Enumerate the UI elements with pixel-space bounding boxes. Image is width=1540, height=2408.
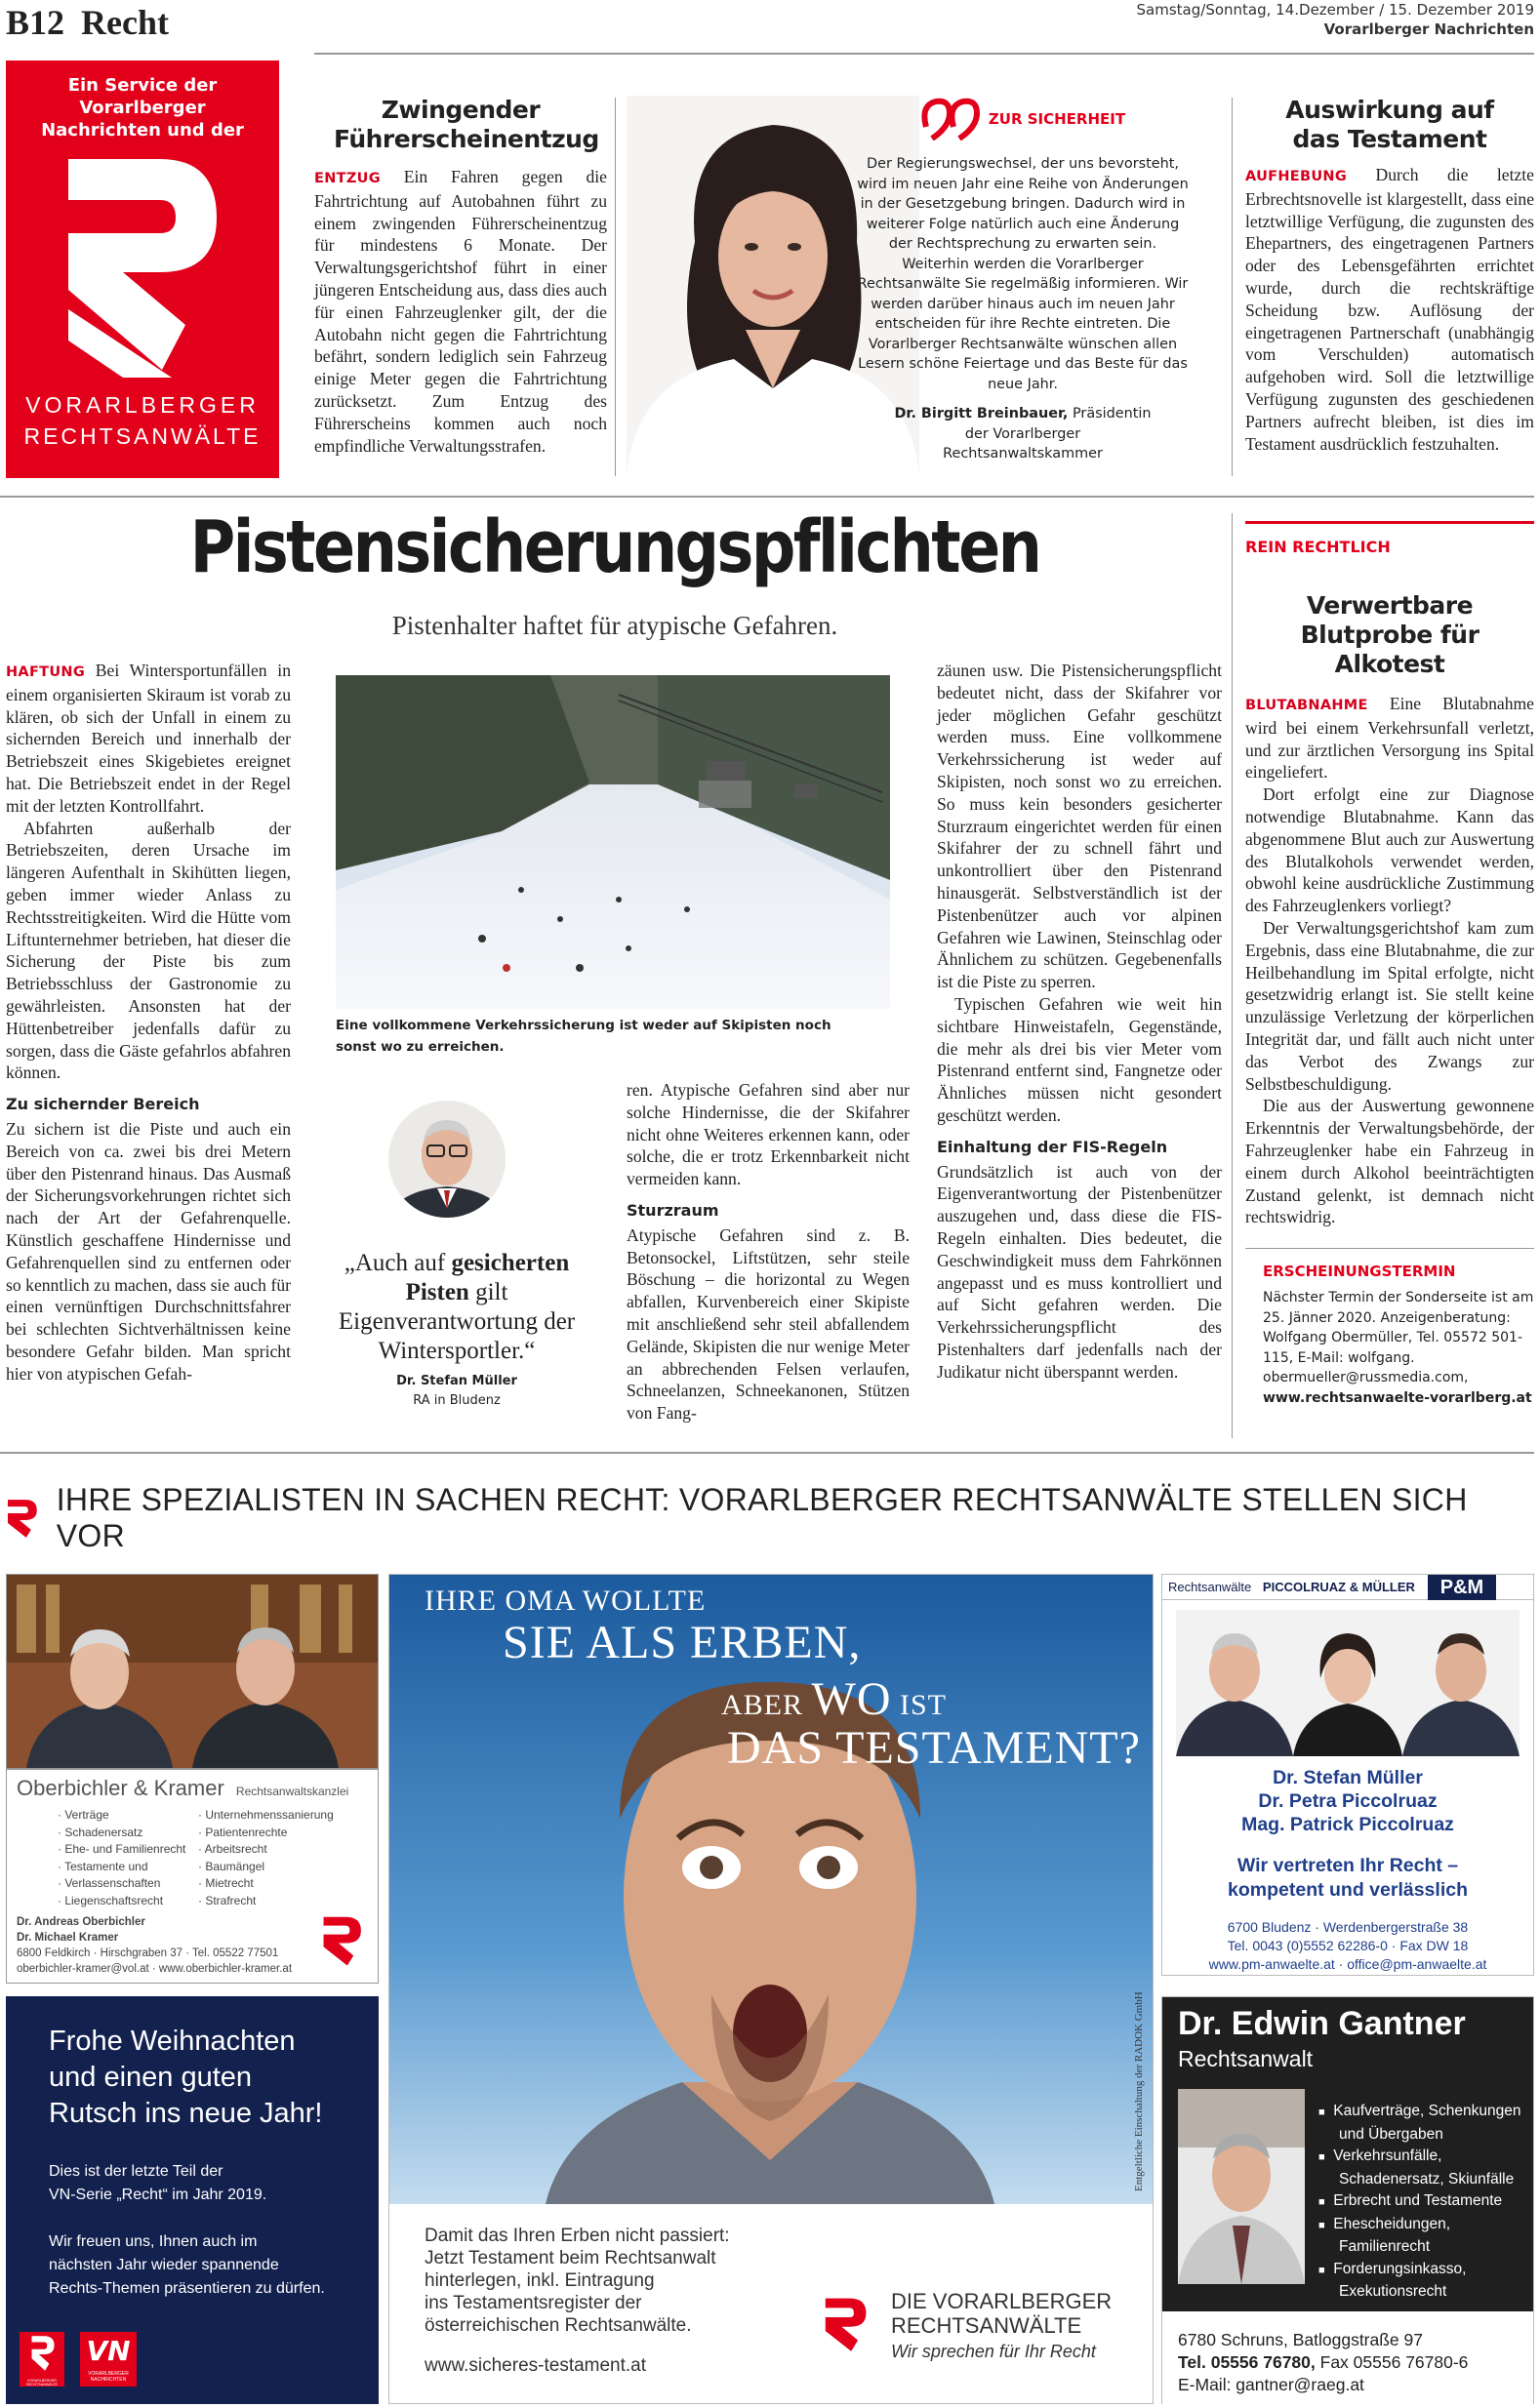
logo-line-1: VORARLBERGER bbox=[25, 392, 260, 418]
section-name: Recht bbox=[81, 3, 169, 42]
firm-contact: Dr. Andreas Oberbichler Dr. Michael Kramer 6800 Feldkirch · Hirschgraben 37 · Tel. 05522 77501 oberbichler-kramer@vol.at · www.oberbichler-kramer.at bbox=[17, 1916, 293, 1975]
lawyer-name: Dr. Edwin Gantner bbox=[1178, 2005, 1466, 2042]
xmas-text-1: Dies ist der letzte Teil der VN-Serie „Recht“ im Jahr 2019. bbox=[49, 2163, 267, 2203]
headline-line-3: ABER WO IST bbox=[721, 1673, 947, 1725]
vn-logo: VN VORARLBERGER NACHRICHTEN bbox=[80, 2332, 137, 2387]
firm-slogan: Wir vertreten Ihr Recht – kompetent und verlässlich bbox=[1228, 1855, 1468, 1901]
paragraph: ren. Atypische Gefahren sind aber nur solche Hindernisse, die der Skifahrer nicht ohne Weiteres erkennen kann, oder solche, die er trotz Erkennbarkeit nicht vermeiden kann. bbox=[627, 1080, 910, 1189]
lawyers-photo bbox=[7, 1575, 378, 1768]
bullet-icon: ■ bbox=[1318, 2107, 1325, 2118]
termin-text: Nächster Termin der Sonderseite ist am 25. Jänner 2020. Anzeigenberatung: Wolfgang Obermüller, Tel. 05572 501-115, E-Mail: wolfgang. obermueller@russmedia.com, bbox=[1263, 1290, 1534, 1386]
testament-url[interactable]: www.sicheres-testament.at bbox=[425, 2355, 647, 2376]
firm-contact: 6700 Bludenz · Werdenbergerstraße 38 Tel. 0043 (0)5552 62286-0 · Fax DW 18 www.pm-anwaelte.at · office@pm-anwaelte.at bbox=[1208, 1919, 1487, 1972]
ad-disclaimer: Entgeltliche Einschaltung der RADOK GmbH bbox=[1133, 1991, 1145, 2191]
quote-author-role: RA in Bludenz bbox=[413, 1393, 501, 1408]
firm-name: Oberbichler & Kramer Rechtsanwaltskanzlei bbox=[17, 1776, 349, 1800]
paragraph: Die aus der Auswertung gewonnene Erkenntnis der Verwaltungsbehörde, der Fahrzeuglenker habe ein Fahrzeug in einem durch Alkohol beeinträchtigten Zustand gelenkt, ist demnach nicht rechtswidrig. bbox=[1245, 1096, 1534, 1227]
service-text: Ein Service der Vorarlberger Nachrichten und der bbox=[41, 75, 244, 140]
headline-line-1: IHRE OMA WOLLTE bbox=[425, 1585, 707, 1617]
firm-header: Rechtsanwälte PICCOLRUAZ & MÜLLER bbox=[1168, 1580, 1415, 1594]
termin-label: ERSCHEINUNGSTERMIN bbox=[1263, 1263, 1456, 1281]
sicherheit-label: ZUR SICHERHEIT bbox=[988, 110, 1126, 128]
specialists-banner bbox=[6, 1482, 1534, 1553]
ad-christmas bbox=[6, 1996, 379, 2404]
article-text: Durch die letzte Erbrechtsnovelle ist klargestellt, dass eine letztwillige Verfügung, die zugunsten des Ehepartners, des eingetragenen Partners oder des Lebensgefährten errichtet wurde, durch die rechtskräftige Scheidung bzw. Auflösung der eingetragenen Partnerschaft (unabhängig vom Verschulden) automatisch aufgehoben wird. Soll die letztwillige Verfügung zugunsten des geschiedenen Partners aufrecht bleiben, ist dies im Testament ausdrücklich festzuhalten. bbox=[1245, 165, 1534, 454]
paragraph: Dort erfolgt eine zur Diagnose notwendige Blutabnahme. Kann das abgenommene Blut auch zur Auswertung des Blutalkohols verwendet werden, obwohl keine ausdrückliche Zustimmung des Fahrzeuglenkers vorliegt? bbox=[1245, 784, 1534, 916]
keyword: AUFHEBUNG bbox=[1245, 169, 1348, 184]
headline-line-2: SIE ALS ERBEN, bbox=[503, 1617, 862, 1668]
ad-testament bbox=[388, 1574, 1154, 2404]
gantner-contact: 6780 Schruns, Batloggstraße 97 Tel. 05556 76780, Fax 05556 76780-6 E-Mail: gantner@raeg.at bbox=[1178, 2330, 1469, 2394]
xmas-text-2: Wir freuen uns, Ihnen auch im nächsten Jahr wieder spannende Rechts-Themen präsentieren zu dürfen. bbox=[49, 2233, 325, 2297]
services-left: · Verträge · Schadenersatz · Ehe- und Familienrecht · Testamente und · Verlassenschaften · Liegenschaftsrecht bbox=[58, 1808, 186, 1907]
keyword: HAFTUNG bbox=[6, 664, 86, 680]
brand-name: DIE VORARLBERGER RECHTSANWÄLTE bbox=[891, 2289, 1113, 2338]
article-fuehrerscheinentzug bbox=[314, 96, 607, 457]
page-number: B12 bbox=[6, 3, 65, 42]
newspaper-name: Vorarlberger Nachrichten bbox=[1323, 20, 1534, 38]
quote-author: Dr. Stefan Müller bbox=[396, 1374, 517, 1388]
services-right: · Unternehmenssanierung · Patientenrechte · Arbeitsrecht · Baumängel · Mietrecht · Strafrecht bbox=[198, 1808, 334, 1907]
subheadline: Pistenhalter haftet für atypische Gefahren. bbox=[391, 611, 838, 640]
practice-areas: ■ Kaufverträge, Schenkungen und Übergaben ■ Verkehrsunfälle, Schadenersatz, Skiunfälle ■ Erbrecht und Testamente ■ Ehescheidungen, Familienrecht ■ Forderungsinkasso, Exekutionsrecht bbox=[1318, 2103, 1521, 2300]
main-column-1 bbox=[6, 660, 291, 1385]
paragraph: Atypische Gefahren sind z. B. Betonsockel, Liftstützen, sehr steile Böschung – die horizontal zu Wegen abfallen, Kurvenbereich einer Skipiste mit anschließend sehr steil abfallendem Gelände, Skipisten die nur wenige Meter an abbrechenden Felsen verlaufen, Schneelanzen, Schneekanonen, Stützen von Fang- bbox=[627, 1224, 910, 1424]
ad-piccolruaz-mueller bbox=[1161, 1574, 1534, 1976]
pull-quote: „Auch auf gesicherten Pisten gilt Eigenverantwortung der Wintersportler.“ bbox=[338, 1250, 576, 1364]
sicherheit-author-role: Präsidentin der Vorarlberger Rechtsanwaltskammer bbox=[943, 406, 1152, 462]
article-title: Zwingender Führerscheinentzug bbox=[334, 96, 599, 153]
xmas-greeting: Frohe Weihnachten und einen guten Rutsch ins neue Jahr! bbox=[49, 2026, 323, 2129]
logo-line-2: RECHTSANWÄLTE bbox=[23, 423, 262, 449]
ad-oberbichler-kramer bbox=[6, 1574, 379, 1984]
r-logo-icon bbox=[6, 1498, 41, 1539]
sicherheit-box bbox=[847, 98, 1198, 464]
main-column-3 bbox=[627, 1079, 910, 1425]
bullet-icon: ■ bbox=[1318, 2196, 1325, 2208]
ski-slope-photo bbox=[336, 675, 890, 1009]
paragraph: Bei Wintersportunfällen in einem organisierten Skiraum ist vorab zu klären, ob sich der Unfall in einem zu sichernden Bereich und innerhalb der Betriebszeit eines Skigebietes ereignet hat. Die Betriebszeit endet in der Regel mit der letzten Kontrollfahrt. bbox=[6, 661, 291, 816]
article-title: Auswirkung auf das Testament bbox=[1285, 96, 1494, 153]
headline-line-4: DAS TESTAMENT? bbox=[727, 1722, 1141, 1774]
bullet-icon: ■ bbox=[1318, 2264, 1325, 2276]
quote-marks-icon bbox=[920, 98, 981, 140]
article-title: Verwertbare Blutprobe für Alkotest bbox=[1300, 591, 1479, 678]
article-text: Ein Fahren gegen die Fahrtrichtung auf Autobahnen führt zu einem zwingenden Führerscheinentzug für mindestens 6 Monate. Der Verwaltungsgerichtshof führt in einer jüngeren Entscheidung aus, dass dies auch für einen Fahrzeuglenker gilt, der die Autobahn nicht gegen die Fahrtrichtung befährt, sondern lediglich sein Fahrzeug einige Meter gegen die Fahrtrichtung zurücksetzt. Zum Entzug des Führerscheins kommen auch noch empfindliche Verwaltungsstrafen. bbox=[314, 167, 607, 456]
paragraph: Zu sichern ist die Piste und auch ein Bereich von ca. zwei bis drei Metern über den Pistenrand hinaus. Das Ausmaß der Sicherungsvorkehrungen richtet sich nach der Art der Gefahrenquelle. Künstlich geschaffene Hindernisse und Gefahrenquellen sind zu entfernen oder so kenntlich zu machen, dass sie auch für einen vernünftigen Durchschnittsfahrer bei schlechten Sichtverhältnissen keine besondere Gefahr bilden. Man spricht hier von atypischen Gefah- bbox=[6, 1118, 291, 1384]
banner-text: IHRE SPEZIALISTEN IN SACHEN RECHT: VORARLBERGER RECHTSANWÄLTE STELLEN SICH VOR bbox=[56, 1482, 1468, 1553]
headline: Pistensicherungspflichten bbox=[189, 505, 1040, 589]
paragraph: Abfahrten außerhalb der Betriebszeiten, deren Ursache im längeren Aufenthalt in Skihütten liegen, geben immer wieder Anlass zu Rechtsstreitigkeiten. Wird die Hütte vom Liftunternehmer betrieben, hat dieser die Sicherung der Piste bis zum Betriebsschluss der Gastronomie zu gewährleisten. Ansonsten hat der Hüttenbetreiber jedenfalls dafür zu sorgen, dass die Gäste gefahrlos abfahren können. bbox=[6, 818, 291, 1083]
issue-date: Samstag/Sonntag, 14.Dezember / 15. Dezember 2019 bbox=[1136, 1, 1534, 19]
paragraph: Typischen Gefahren wie weit hin sichtbare Hinweistafeln, Gegenstände, die mehr als drei bis vier Meter vom Pistenrand entfernt sind, Fangnetze oder Ähnliches müssen nicht gesondert geschützt werden. bbox=[937, 993, 1222, 1125]
portrait-mueller bbox=[388, 1101, 506, 1218]
keyword: BLUTABNAHME bbox=[1245, 698, 1368, 713]
ad-gantner bbox=[1161, 1996, 1534, 2404]
r-logo-icon bbox=[20, 2332, 64, 2375]
section-label: REIN RECHTLICH bbox=[1245, 521, 1534, 556]
testament-copy: Damit das Ihren Erben nicht passiert: Jetzt Testament beim Rechtsanwalt hinterlegen, inkl. Eintragung ins Testamentsregister der österreichischen Rechtsanwälte. bbox=[425, 2226, 730, 2336]
sicherheit-author: Dr. Birgitt Breinbauer, bbox=[894, 406, 1069, 421]
erscheinungstermin-box bbox=[1245, 1248, 1534, 1408]
r-logo-icon bbox=[823, 2291, 871, 2357]
rechtsanwaelte-logo-box bbox=[6, 60, 279, 478]
lawyer-photo bbox=[1178, 2089, 1305, 2284]
paragraph: Eine Blutabnahme wird bei einem Verkehrsunfall verletzt, und zur ärztlichen Versorgung ins Spital eingeliefert. bbox=[1245, 694, 1534, 783]
bullet-icon: ■ bbox=[1318, 2219, 1325, 2231]
r-logo-icon bbox=[62, 153, 224, 378]
brand-slogan: Wir sprechen für Ihr Recht bbox=[891, 2342, 1096, 2361]
subheading: Zu sichernder Bereich bbox=[6, 1095, 200, 1114]
pm-logo: P&M bbox=[1428, 1575, 1496, 1600]
page-header bbox=[0, 0, 1540, 53]
paragraph: Der Verwaltungsgerichtshof kam zum Ergebnis, dass eine Blutabnahme, die zur Heilbehandlung im Spital erfolgte, nicht gesetzwidrig erlangt ist. Sie stellt keine unzulässige Verletzung der körperlichen Integrität dar, und fällt auch nicht unter das Verbot des Zwangs zur Selbstbeschuldigung. bbox=[1245, 917, 1534, 1094]
bullet-icon: ■ bbox=[1318, 2151, 1325, 2163]
photo-caption: Eine vollkommene Verkehrssicherung ist weder auf Skipisten noch sonst wo zu erreichen. bbox=[336, 1018, 831, 1055]
termin-url[interactable]: www.rechtsanwaelte-vorarlberg.at bbox=[1263, 1389, 1532, 1406]
paragraph: Grundsätzlich ist auch von der Eigenverantwortung der Pistenbenützer auszugehen und, dass diese die FIS-Regeln einhalten. Dies bedeutet, die Geschwindigkeit muss dem Fahrkönnen angepasst und es muss kontrolliert und auf Sicht gefahren werden. Die Verkehrssicherungspflicht des Pistenhalters darf jedenfalls nach der Judikatur nicht überspannt werden. bbox=[937, 1161, 1222, 1382]
mini-r-logo: VORARLBERGER RECHTSANWÄLTE bbox=[20, 2332, 64, 2387]
partner-names: Dr. Stefan Müller Dr. Petra Piccolruaz Mag. Patrick Piccolruaz bbox=[1241, 1767, 1454, 1835]
lawyers-photo bbox=[1176, 1610, 1520, 1756]
subheading: Sturzraum bbox=[627, 1200, 719, 1220]
keyword: ENTZUG bbox=[314, 171, 381, 186]
paragraph: zäunen usw. Die Pistensicherungspflicht bedeutet nicht, dass der Skifahrer vor jeder möglichen Gefahr geschützt werden muss. Eine vollkommene Verkehrssicherung ist weder auf Skipisten, noch sonst wo zu erreichen. So muss kein besonders gesicherter Sturzraum eingerichtet werden für einen Skifahrer der zu schnell fährt und unkontrolliert über den Pistenrand hinausgerät. Selbstverständlich ist der Pistenbenützer auch vor alpinen Gefahren wie Lawinen, Steinschlag oder Ähnlichem zu schützen. Gegebenenfalls ist die Piste zu sperren. bbox=[937, 661, 1222, 992]
main-column-4 bbox=[937, 660, 1222, 1384]
lawyer-role: Rechtsanwalt bbox=[1178, 2046, 1314, 2071]
r-logo-icon bbox=[321, 1912, 366, 1969]
rein-rechtlich-box bbox=[1245, 513, 1534, 1408]
article-testament bbox=[1245, 96, 1534, 455]
sicherheit-text: Der Regierungswechsel, der uns bevorsteht, wird im neuen Jahr eine Reihe von Änderungen in der Gesetzgebung bringen. Dadurch wird in weiterer Folge natürlich auch eine Änderung der Rechtsprechung zu erwarten sein. Weiterhin werden die Vorarlberger Rechtsanwälte Sie regelmäßig informieren. Wir werden darüber hinaus auch im neuen Jahr entscheiden für ihre Rechte eintreten. Die Vorarlberger Rechtsanwälte wünschen allen Lesern schöne Feiertage und das Beste für das neue Jahr. bbox=[857, 156, 1189, 392]
subheading: Einhaltung der FIS-Regeln bbox=[937, 1137, 1168, 1156]
